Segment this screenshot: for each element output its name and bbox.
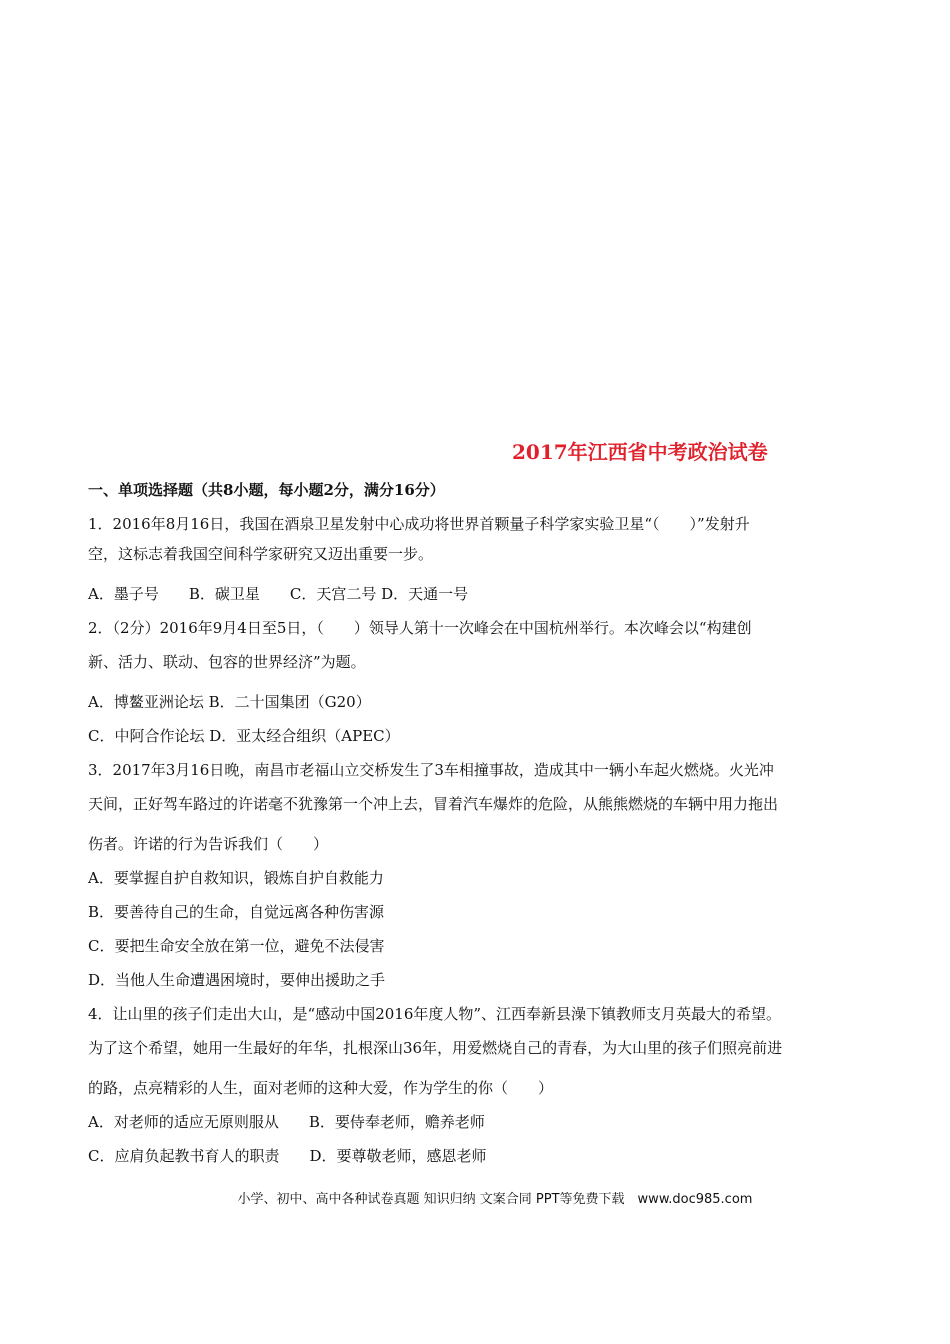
answer-options: C．中阿合作论坛 D．亚太经合组织（APEC） bbox=[88, 727, 400, 745]
answer-options: C．应肩负起教书育人的职责 D．要尊敬老师，感恩老师 bbox=[88, 1147, 487, 1165]
document-title: 2017年江西省中考政治试卷 bbox=[512, 440, 768, 464]
question-2 bbox=[88, 616, 870, 758]
question-3 bbox=[88, 758, 870, 1002]
exam-body bbox=[88, 478, 870, 1178]
answer-option: A．要掌握自护自救知识，锻炼自护自救能力 bbox=[88, 869, 384, 887]
question-4 bbox=[88, 1002, 870, 1178]
question-text-line: 新、活力、联动、包容的世界经济”为题。 bbox=[88, 653, 366, 671]
question-text-line: 3．2017年3月16日晚，南昌市老福山立交桥发生了3车相撞事故，造成其中一辆小车起火燃烧。火光冲 bbox=[88, 761, 774, 779]
question-text-line: 的路，点亮精彩的人生，面对老师的这种大爱，作为学生的你（ ） bbox=[88, 1079, 554, 1097]
question-text-line: 伤者。许诺的行为告诉我们（ ） bbox=[88, 835, 329, 853]
question-1 bbox=[88, 512, 870, 616]
answer-option: C．要把生命安全放在第一位，避免不法侵害 bbox=[88, 937, 385, 955]
question-text-line: 2．（2分）2016年9月4日至5日，（ ）领导人第十一次峰会在中国杭州举行。本次峰会以“构建创 bbox=[88, 619, 752, 637]
section-heading: 一、单项选择题（共8小题，每小题2分，满分16分） bbox=[88, 481, 445, 499]
question-text-line: 天间，正好驾车路过的许诺毫不犹豫第一个冲上去，冒着汽车爆炸的危险，从熊熊燃烧的车辆中用力拖出 bbox=[88, 795, 779, 813]
answer-options: A．墨子号 B．碳卫星 C．天宫二号 D．天通一号 bbox=[88, 585, 469, 603]
question-text-line: 1．2016年8月16日，我国在酒泉卫星发射中心成功将世界首颗量子科学家实验卫星“（ ）”发射升 bbox=[88, 515, 750, 533]
question-text-line: 空，这标志着我国空间科学家研究又迈出重要一步。 bbox=[88, 545, 434, 563]
answer-option: D．当他人生命遭遇困境时，要伸出援助之手 bbox=[88, 971, 386, 989]
page-footer: 小学、初中、高中各种试卷真题 知识归纳 文案合同 PPT等免费下载 www.doc985.com bbox=[237, 1192, 753, 1207]
answer-option: B．要善待自己的生命，自觉远离各种伤害源 bbox=[88, 903, 385, 921]
question-text-line: 4．让山里的孩子们走出大山，是“感动中国2016年度人物”、江西奉新县澡下镇教师支月英最大的希望。 bbox=[88, 1005, 782, 1023]
answer-options: A．对老师的适应无原则服从 B．要侍奉老师，赡养老师 bbox=[88, 1113, 485, 1131]
answer-options: A．博鳌亚洲论坛 B．二十国集团（G20） bbox=[88, 693, 371, 711]
question-text-line: 为了这个希望，她用一生最好的年华，扎根深山36年，用爱燃烧自己的青春，为大山里的孩子们照亮前进 bbox=[88, 1039, 783, 1057]
